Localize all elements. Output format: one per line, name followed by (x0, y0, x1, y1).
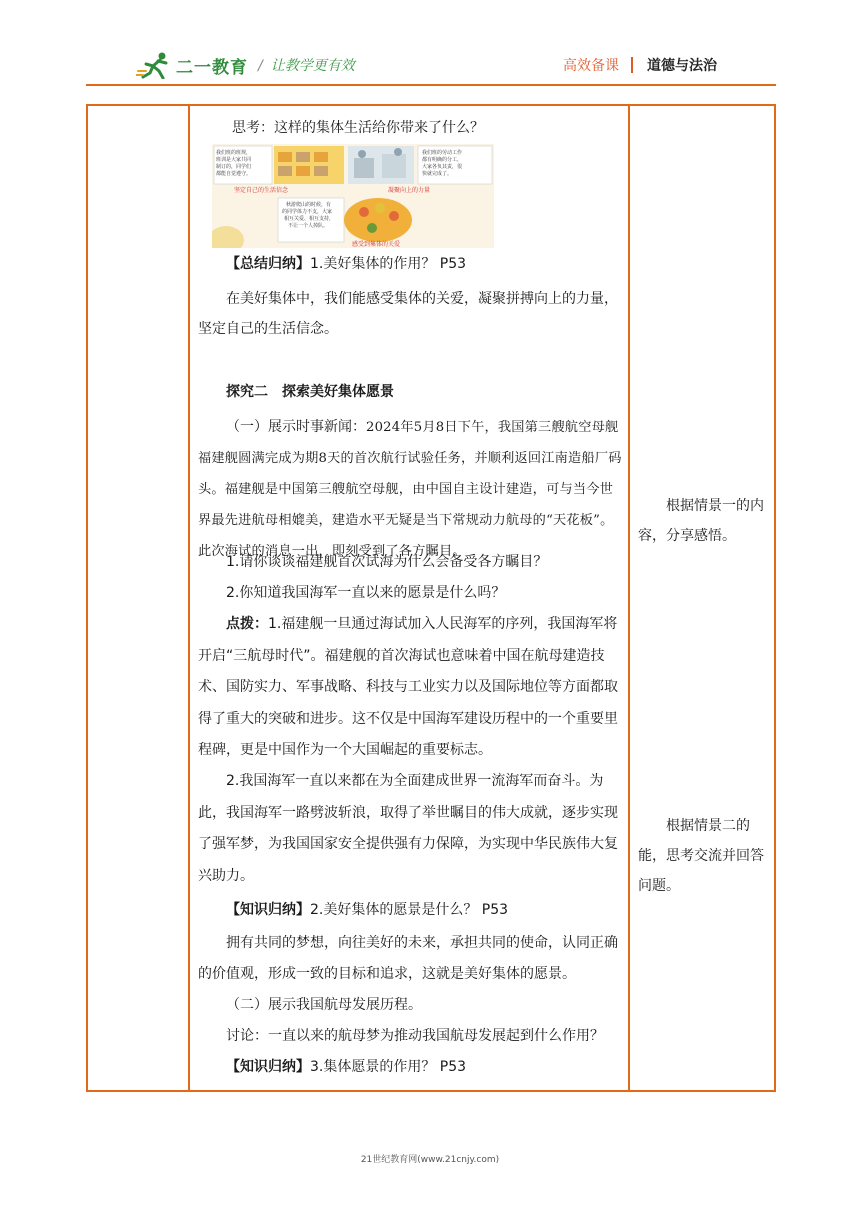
section-label: 高效备课 (563, 58, 619, 74)
discussion-question: 讨论：一直以来的航母梦为推动我国航母发展起到什么作用？ (226, 1028, 604, 1044)
think-question: 思考：这样的集体生活给你带来了什么？ (232, 120, 484, 136)
logo-text: 二一教育 (176, 57, 248, 78)
panel3-caption: 感受到集体的关爱 (352, 241, 401, 248)
summary-answer: 在美好集体中，我们能感受集体的关爱，凝聚拼搏向上的力量，坚定自己的生活信念。 (198, 291, 618, 337)
brand-logo (136, 50, 248, 80)
tip-2: 2.我国海军一直以来都在为全面建成世界一流海军而奋斗。为此，我国海军一路劈波斩浪，取得了举世瞩目的伟大成就，逐步实现了强军梦，为我国国家安全提供强有力保障，为实现中华民族伟大复兴助力。 (198, 773, 618, 884)
panel1-caption: 坚定自己的生活信念 (234, 187, 289, 194)
knowledge-2-heading (226, 895, 654, 925)
collective-life-illustration (212, 144, 494, 248)
activity-note-1: 根据情景一的内容，分享感悟。 (638, 498, 764, 544)
header-rule (86, 84, 776, 86)
header-divider (631, 57, 633, 73)
table-right-border (774, 104, 776, 1092)
summary-label: 【总结归纳】 (226, 256, 310, 272)
svg-text:不让一个人掉队。: 不让一个人掉队。 (288, 223, 329, 229)
explore2-title: 探究二 探索美好集体愿景 (226, 384, 394, 400)
knowledge-label: 【知识归纳】 (226, 902, 310, 918)
news-body: 2024年5月8日下午，我国第三艘航空母舰福建舰圆满完成为期8天的首次航行试验任务，并顺利返回江南造船厂码头。福建舰是中国第三艘航空母舰，由中国自主设计建造，可与当今世界最先进航母相媲美，建造水平无疑是当下常规动力航母的“天花板”。此次海试的消息一出，即刻受到了各方瞩目。 (198, 420, 622, 559)
knowledge-2-answer: 拥有共同的梦想，向往美好的未来，承担共同的使命，认同正确的价值观，形成一致的目标和追求，这就是美好集体的愿景。 (198, 935, 618, 982)
svg-text:的同学体力不支，大家: 的同学体力不支，大家 (282, 209, 333, 215)
knowledge-2-question: 2.美好集体的愿景是什么？ P53 (310, 902, 509, 918)
summary-heading (226, 249, 654, 279)
panel2-text: 我们班的劳动工作 (422, 150, 463, 156)
student-activity-column (632, 104, 772, 1092)
question-1: 1.请你谈谈福建舰首次试海为什么会备受各方瞩目？ (226, 554, 548, 570)
svg-text:相互关爱、相互支持，: 相互关爱、相互支持， (284, 216, 335, 222)
svg-text:大家各负其责，很: 大家各负其责，很 (422, 164, 463, 170)
table-left-border (86, 104, 88, 1092)
knowledge-3-heading (226, 1052, 654, 1082)
slogan-text: 让教学更有效 (270, 58, 355, 74)
activity-note-2: 根据情景二的能，思考交流并回答问题。 (638, 818, 764, 894)
svg-text:班训是大家共同: 班训是大家共同 (216, 157, 252, 163)
knowledge-3-label: 【知识归纳】 (226, 1059, 310, 1075)
question-2: 2.你知道我国海军一直以来的愿景是什么吗？ (226, 585, 506, 601)
knowledge-3-question: 3.集体愿景的作用？ P53 (310, 1059, 467, 1075)
header-meta (563, 55, 717, 75)
page-header (0, 0, 860, 90)
teaching-content-column (192, 104, 628, 1092)
svg-text:制订的，同学们: 制订的，同学们 (216, 164, 252, 170)
news-label: （一）展示时事新闻： (226, 419, 366, 435)
svg-text:快就完成了。: 快就完成了。 (422, 171, 453, 177)
news-paragraph (198, 412, 626, 567)
runner-logo-icon (136, 51, 174, 79)
part-2: （二）展示我国航母发展历程。 (226, 997, 422, 1013)
slogan (258, 55, 355, 75)
tip-label: 点拨： (226, 616, 268, 632)
subject-label: 道德与法治 (647, 58, 717, 74)
svg-text:都能自觉遵守。: 都能自觉遵守。 (216, 171, 252, 177)
svg-text:都有明确的分工，: 都有明确的分工， (422, 157, 463, 163)
tip-1-text: 1.福建舰一旦通过海试加入人民海军的序列，我国海军将开启“三航母时代”。福建舰的首次海试也意味着中国在航母建造技术、国防实力、军事战略、科技与工业实力以及国际地位等方面都取得了重大的突破和进步。这不仅是中国海军建设历程中的一个重要里程碑，更是中国作为一个大国崛起的重要标志。 (198, 616, 618, 758)
page-footer: 21世纪教育网(www.21cnjy.com) (360, 1155, 500, 1165)
slogan-separator: / (258, 58, 263, 74)
table-divider-1 (188, 104, 190, 1092)
panel2-caption: 凝聚向上的力量 (388, 187, 431, 194)
summary-question: 1.美好集体的作用？ P53 (310, 256, 467, 272)
panel3-text: 秋游爬山的时候，有 (286, 202, 332, 208)
panel1-text: 我们班的班规， (216, 150, 252, 156)
tip-1 (198, 609, 626, 767)
lesson-table (86, 104, 776, 1092)
